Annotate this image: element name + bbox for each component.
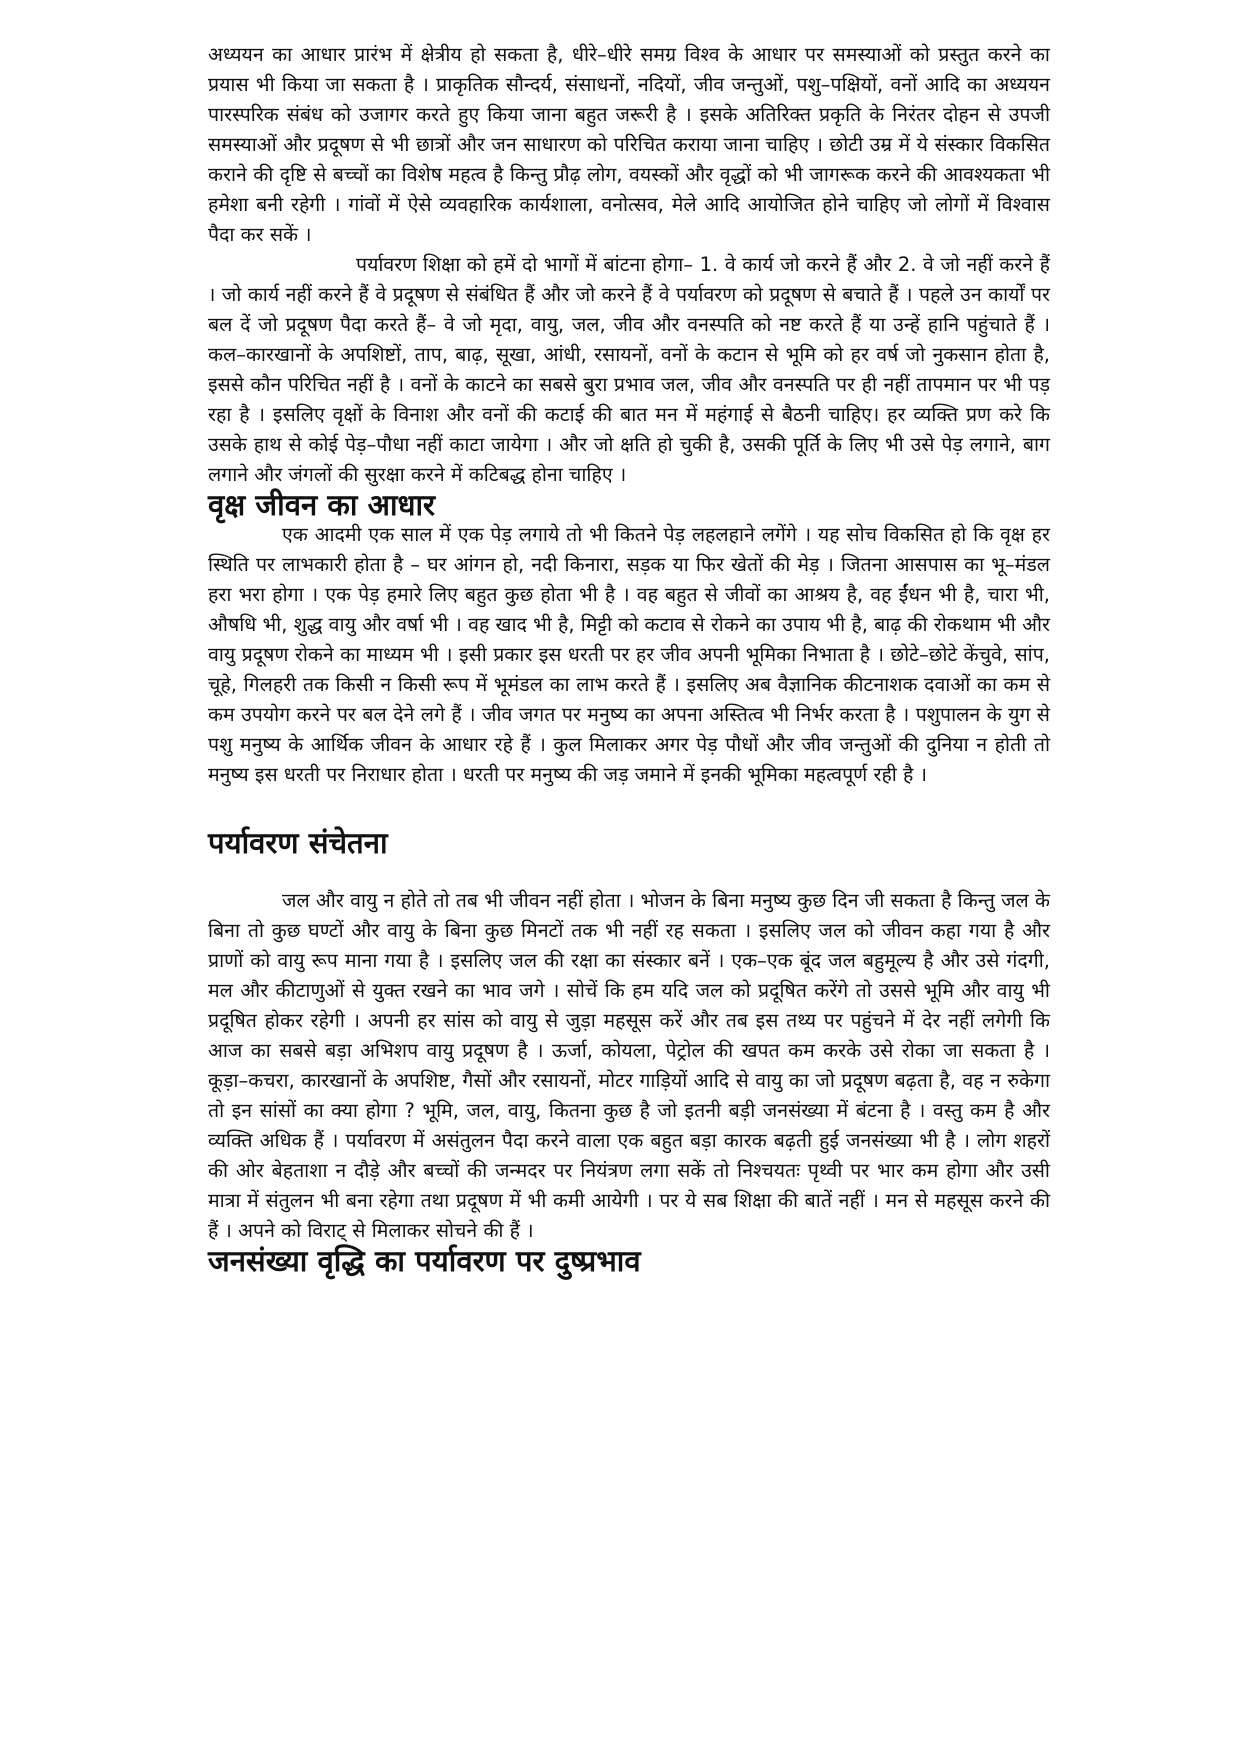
spacer bbox=[208, 790, 1050, 828]
heading-tree-life-basis: वृक्ष जीवन का आधार bbox=[208, 488, 436, 522]
heading-population-impact: जनसंख्या वृद्धि का पर्यावरण पर दुष्प्रभाव bbox=[208, 1244, 641, 1278]
paragraph-water-air: जल और वायु न होते तो तब भी जीवन नहीं होता । भोजन के बिना मनुष्य कुछ दिन जी सकता है किन्तु जल के बिना तो कुछ घण्टों और वायु के बिना कुछ मिनटों तक भी नहीं रह सकता । इसलिए जल को जीवन कहा गया है और प्राणों को वायु रूप माना गया है । इसलिए जल की रक्षा का संस्कार बनें । एक–एक बूंद जल बहुमूल्य है और उसे गंदगी, मल और कीटाणुओं से युक्त रखने का भाव जगे । सोचें कि हम यदि जल को प्रदूषित करेंगे तो उससे भूमि और वायु भी प्रदूषित होकर रहेगी । अपनी हर सांस को वायु से जुड़ा महसूस करें और तब इस तथ्य पर पहुंचने में देर नहीं लगेगी कि आज का सबसे बड़ा अभिशप वायु प्रदूषण है । ऊर्जा, कोयला, पेट्रोल की खपत कम करके उसे रोका जा सकता है । कूड़ा–कचरा, कारखानों के अपशिष्ट, गैसों और रसायनों, मोटर गाड़ियों आदि से वायु का जो प्रदूषण बढ़ता है, वह न रुकेगा तो इन सांसों का क्या होगा ? भूमि, जल, वायु, कितना कुछ है जो इतनी बड़ी जनसंख्या में बंटना है । वस्तु कम है और व्यक्ति अधिक हैं । पर्यावरण में असंतुलन पैदा करने वाला एक बहुत बड़ा कारक बढ़ती हुई जनसंख्या भी है । लोग शहरों की ओर बेहताशा न दौड़े और बच्चों की जन्मदर पर नियंत्रण लगा सकें तो निश्चयतः पृथ्वी पर भार कम होगा और उसी मात्रा में संतुलन भी बना रहेगा तथा प्रदूषण में भी कमी आयेगी । पर ये सब शिक्षा की बातें नहीं । मन से महसूस करने की हैं । अपने को विराट् से मिलाकर सोचने की हैं । bbox=[208, 889, 1050, 1242]
paragraph-environment-education: पर्यावरण शिक्षा को हमें दो भागों में बांटना होगा– 1. वे कार्य जो करने हैं और 2. वे जो नहीं करने हैं । जो कार्य नहीं करने हैं वे प्रदूषण से संबंधित हैं और जो करने हैं वे पर्यावरण को प्रदूषण से बचाते हैं । पहले उन कार्यों पर बल दें जो प्रदूषण पैदा करते हैं– वे जो मृदा, वायु, जल, जीव और वनस्पति को नष्ट करते हैं या उन्हें हानि पहुंचाते हैं । कल–कारखानों के अपशिष्टों, ताप, बाढ़, सूखा, आंधी, रसायनों, वनों के कटान से भूमि को हर वर्ष जो नुकसान होता है, इससे कौन परिचित नहीं है । वनों के काटने का सबसे बुरा प्रभाव जल, जीव और वनस्पति पर ही नहीं तापमान पर भी पड़ रहा है । इसलिए वृक्षों के विनाश और वनों की कटाई की बात मन में महंगाई से बैठनी चाहिए। हर व्यक्ति प्रण करे कि उसके हाथ से कोई पेड़–पौधा नहीं काटा जायेगा । और जो क्षति हो चुकी है, उसकी पूर्ति के लिए भी उसे पेड़ लगाने, बाग लगाने और जंगलों की सुरक्षा करने में कटिबद्ध होना चाहिए । bbox=[208, 253, 1050, 486]
paragraph-intro: अध्ययन का आधार प्रारंभ में क्षेत्रीय हो सकता है, धीरे–धीरे समग्र विश्व के आधार पर समस्याओं को प्रस्तुत करने का प्रयास भी किया जा सकता है । प्राकृतिक सौन्दर्य, संसाधनों, नदियों, जीव जन्तुओं, पशु–पक्षियों, वनों आदि का अध्ययन पारस्परिक संबंध को उजागर करते हुए किया जाना बहुत जरूरी है । इसके अतिरिक्त प्रकृति के निरंतर दोहन से उपजी समस्याओं और प्रदूषण से भी छात्रों और जन साधारण को परिचित कराया जाना चाहिए । छोटी उम्र में ये संस्कार विकसित कराने की दृष्टि से बच्चों का विशेष महत्व है किन्तु प्रौढ़ लोग, वयस्कों और वृद्धों को भी जागरूक करने की आवश्यकता भी हमेशा बनी रहेगी । गांवों में ऐसे व्यवहारिक कार्यशाला, वनोत्सव, मेले आदि आयोजित होने चाहिए जो लोगों में विश्वास पैदा कर सकें । bbox=[208, 43, 1050, 246]
document-page bbox=[208, 40, 1050, 1276]
heading-environment-awareness: पर्यावरण संचेतना bbox=[208, 826, 388, 860]
paragraph-trees: एक आदमी एक साल में एक पेड़ लगाये तो भी कितने पेड़ लहलहाने लगेंगे । यह सोच विकसित हो कि वृक्ष हर स्थिति पर लाभकारी होता है – घर आंगन हो, नदी किनारा, सड़क या फिर खेतों की मेड़ । जितना आसपास का भू–मंडल हरा भरा होगा । एक पेड़ हमारे लिए बहुत कुछ होता भी है । वह बहुत से जीवों का आश्रय है, वह ईंधन भी है, चारा भी, औषधि भी, शुद्ध वायु और वर्षा भी । वह खाद भी है, मिट्टी को कटाव से रोकने का उपाय भी है, बाढ़ की रोकथाम भी और वायु प्रदूषण रोकने का माध्यम भी । इसी प्रकार इस धरती पर हर जीव अपनी भूमिका निभाता है । छोटे–छोटे केंचुवे, सांप, चूहे, गिलहरी तक किसी न किसी रूप में भूमंडल का लाभ करते हैं । इसलिए अब वैज्ञानिक कीटनाशक दवाओं का कम से कम उपयोग करने पर बल देने लगे हैं । जीव जगत पर मनुष्य का अपना अस्तित्व भी निर्भर करता है । पशुपालन के युग से पशु मनुष्य के आर्थिक जीवन के आधार रहे हैं । कुल मिलाकर अगर पेड़ पौधों और जीव जन्तुओं की दुनिया न होती तो मनुष्य इस धरती पर निराधार होता । धरती पर मनुष्य की जड़ जमाने में इनकी भूमिका महत्वपूर्ण रही है । bbox=[208, 523, 1050, 786]
spacer bbox=[208, 858, 1050, 886]
